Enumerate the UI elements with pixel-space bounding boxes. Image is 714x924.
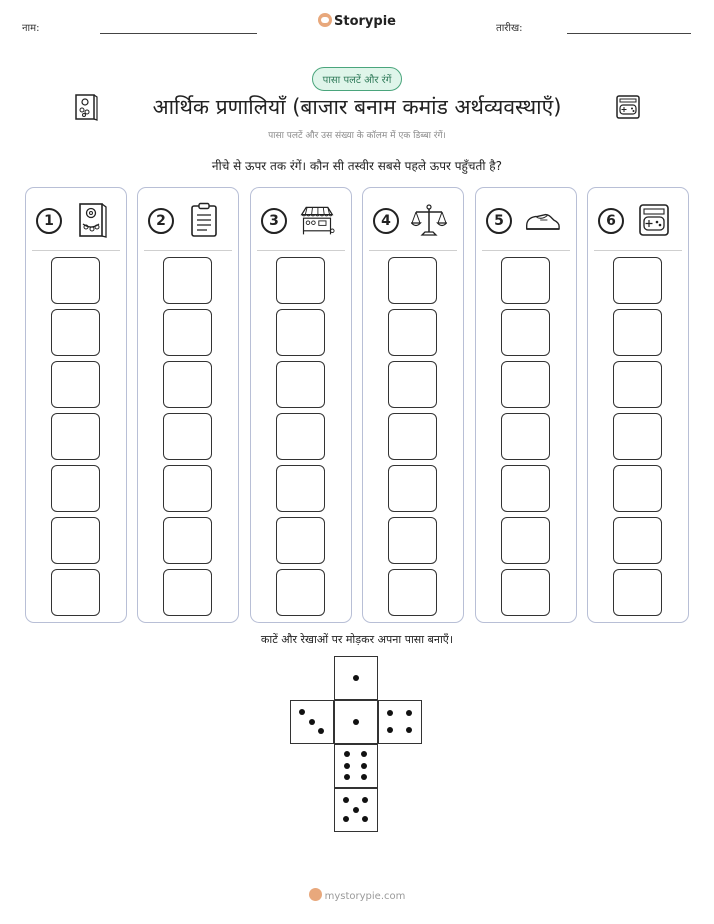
coloring-box[interactable]	[388, 465, 437, 512]
coloring-box[interactable]	[388, 257, 437, 304]
column-number: 2	[148, 208, 174, 234]
coloring-box[interactable]	[163, 361, 212, 408]
coloring-box[interactable]	[51, 569, 100, 616]
column-divider	[482, 250, 570, 251]
coloring-box[interactable]	[163, 569, 212, 616]
game-console-icon	[615, 93, 641, 121]
coloring-box[interactable]	[163, 465, 212, 512]
brand-name: Storypie	[334, 14, 396, 29]
die-pip	[361, 763, 367, 769]
die-pip	[406, 727, 412, 733]
storypie-logo-icon	[318, 13, 332, 27]
cereal-box-icon	[74, 202, 110, 238]
column-5	[475, 187, 577, 623]
coloring-box[interactable]	[51, 309, 100, 356]
die-face	[334, 788, 378, 832]
coloring-box[interactable]	[163, 517, 212, 564]
column-1	[25, 187, 127, 623]
coloring-box[interactable]	[501, 517, 550, 564]
cut-instruction: काटें और रेखाओं पर मोड़कर अपना पासा बनाएँ।	[260, 633, 454, 646]
die-face	[334, 700, 378, 744]
name-line	[100, 33, 257, 34]
column-divider	[594, 250, 682, 251]
coloring-box[interactable]	[51, 465, 100, 512]
subtitle: पासा पलटें और उस संख्या के कॉलम में एक डिब्बा रंगें।	[268, 131, 446, 141]
coloring-box[interactable]	[276, 413, 325, 460]
brand-logo	[0, 13, 714, 29]
die-pip	[362, 816, 368, 822]
coloring-box[interactable]	[613, 517, 662, 564]
coloring-box[interactable]	[51, 361, 100, 408]
coloring-box[interactable]	[388, 413, 437, 460]
die-pip	[406, 710, 412, 716]
coloring-box[interactable]	[388, 569, 437, 616]
clipboard-icon	[186, 202, 222, 238]
die-pip	[344, 774, 350, 780]
coloring-box[interactable]	[613, 257, 662, 304]
column-4	[362, 187, 464, 623]
coloring-box[interactable]	[613, 361, 662, 408]
coloring-box[interactable]	[501, 569, 550, 616]
date-line	[567, 33, 691, 34]
die-pip	[353, 807, 359, 813]
coloring-box[interactable]	[276, 465, 325, 512]
coloring-box[interactable]	[501, 465, 550, 512]
coloring-box[interactable]	[51, 517, 100, 564]
shoe-icon	[524, 202, 560, 238]
balance-scale-icon	[411, 202, 447, 238]
column-divider	[369, 250, 457, 251]
die-pip	[344, 751, 350, 757]
die-pip	[361, 774, 367, 780]
die-pip	[387, 727, 393, 733]
coloring-box[interactable]	[276, 569, 325, 616]
die-face	[290, 700, 334, 744]
coloring-box[interactable]	[613, 413, 662, 460]
die-face	[334, 744, 378, 788]
column-3	[250, 187, 352, 623]
die-pip	[343, 816, 349, 822]
footer	[0, 888, 714, 902]
coloring-box[interactable]	[501, 413, 550, 460]
coloring-box[interactable]	[163, 257, 212, 304]
column-2	[137, 187, 239, 623]
page-title: आर्थिक प्रणालियाँ (बाजार बनाम कमांड अर्थव्यवस्थाएँ)	[152, 95, 562, 119]
coloring-box[interactable]	[501, 361, 550, 408]
coloring-box[interactable]	[613, 569, 662, 616]
coloring-box[interactable]	[276, 257, 325, 304]
coloring-box[interactable]	[51, 257, 100, 304]
column-number: 6	[598, 208, 624, 234]
coloring-box[interactable]	[501, 309, 550, 356]
coloring-box[interactable]	[163, 413, 212, 460]
column-divider	[144, 250, 232, 251]
coloring-box[interactable]	[613, 465, 662, 512]
column-number: 4	[373, 208, 399, 234]
column-divider	[32, 250, 120, 251]
column-number: 1	[36, 208, 62, 234]
coloring-box[interactable]	[51, 413, 100, 460]
storypie-logo-icon	[309, 888, 322, 901]
coloring-box[interactable]	[613, 309, 662, 356]
coloring-box[interactable]	[276, 309, 325, 356]
market-stall-icon	[299, 202, 335, 238]
coloring-box[interactable]	[388, 361, 437, 408]
die-pip	[344, 763, 350, 769]
die-pip	[361, 751, 367, 757]
die-pip	[343, 797, 349, 803]
coloring-box[interactable]	[276, 361, 325, 408]
die-face	[334, 656, 378, 700]
column-6	[587, 187, 689, 623]
activity-badge: पासा पलटें और रंगें	[312, 67, 403, 91]
die-face	[378, 700, 422, 744]
coloring-box[interactable]	[388, 309, 437, 356]
title-row	[0, 90, 714, 124]
coloring-box[interactable]	[388, 517, 437, 564]
column-number: 5	[486, 208, 512, 234]
die-pip	[387, 710, 393, 716]
die-pip	[353, 719, 359, 725]
die-pip	[362, 797, 368, 803]
name-label: नाम:	[22, 23, 40, 34]
column-number: 3	[261, 208, 287, 234]
coloring-box[interactable]	[276, 517, 325, 564]
date-label: तारीख:	[496, 23, 523, 34]
footer-url: mystorypie.com	[324, 891, 406, 902]
game-console-icon	[636, 202, 672, 238]
die-pip	[318, 728, 324, 734]
coloring-box[interactable]	[163, 309, 212, 356]
die-pip	[353, 675, 359, 681]
die-pip	[309, 719, 315, 725]
column-divider	[257, 250, 345, 251]
die-pip	[299, 709, 305, 715]
coloring-box[interactable]	[501, 257, 550, 304]
instruction: नीचे से ऊपर तक रंगें। कौन सी तस्वीर सबसे पहले ऊपर पहुँचती है?	[211, 159, 503, 173]
